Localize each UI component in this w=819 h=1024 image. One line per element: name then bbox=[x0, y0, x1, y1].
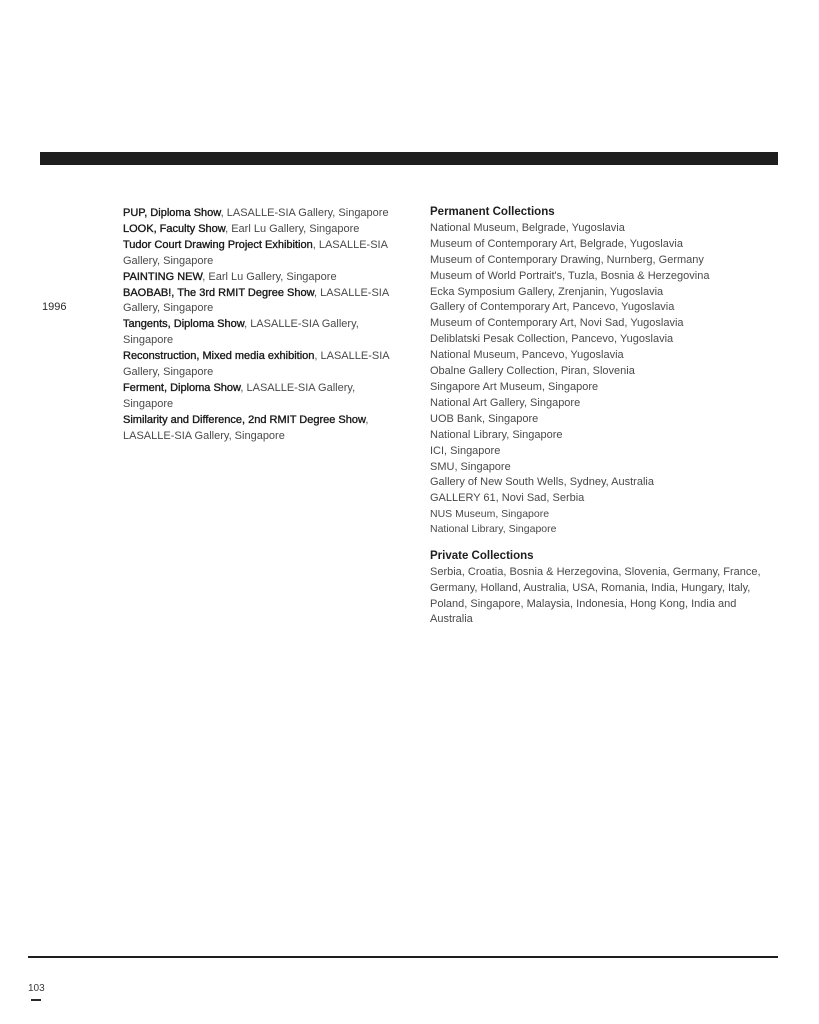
exhibition-title: LOOK, Faculty Show bbox=[123, 222, 226, 235]
exhibition-title: Tangents, Diploma Show bbox=[123, 318, 245, 331]
collection-item: National Library, Singapore bbox=[430, 428, 563, 441]
exhibition-title: Tudor Court Drawing Project Exhibition bbox=[123, 238, 313, 251]
exhibition-venue: , Earl Lu Gallery, Singapore bbox=[202, 270, 337, 283]
private-collections-heading: Private Collections bbox=[430, 549, 534, 562]
private-collections-text: Serbia, Croatia, Bosnia & Herzegovina, Slovenia, Germany, France, Germany, Holland, Australia, USA, Romania, India, Hungary, Italy, Poland, Singapore, Malaysia, Indonesia, Hong Kong, India and Australia bbox=[430, 565, 761, 626]
exhibition-title: Ferment, Diploma Show bbox=[123, 381, 241, 394]
private-collections-section bbox=[430, 549, 780, 629]
exhibition-entry bbox=[123, 206, 393, 222]
collection-item: Museum of World Portrait's, Tuzla, Bosnia & Herzegovina bbox=[430, 269, 710, 282]
exhibition-title: Similarity and Difference, 2nd RMIT Degree Show bbox=[123, 413, 366, 426]
permanent-collections-heading: Permanent Collections bbox=[430, 206, 555, 218]
permanent-collections-list bbox=[430, 221, 780, 537]
exhibition-entry bbox=[123, 222, 393, 238]
exhibition-venue: , LASALLE-SIA Gallery, Singapore bbox=[123, 318, 359, 347]
exhibition-title: Reconstruction, Mixed media exhibition bbox=[123, 350, 315, 363]
collection-item: National Museum, Pancevo, Yugoslavia bbox=[430, 349, 624, 362]
collection-item: Museum of Contemporary Drawing, Nurnberg, Germany bbox=[430, 253, 704, 266]
collection-item: UOB Bank, Singapore bbox=[430, 412, 539, 425]
exhibition-list bbox=[123, 206, 393, 445]
exhibition-entry bbox=[123, 317, 393, 349]
exhibition-entry bbox=[123, 413, 393, 445]
collection-item: Ecka Symposium Gallery, Zrenjanin, Yugoslavia bbox=[430, 285, 664, 298]
exhibition-entry bbox=[123, 381, 393, 413]
collection-item: Obalne Gallery Collection, Piran, Slovenia bbox=[430, 365, 635, 378]
collection-item: SMU, Singapore bbox=[430, 460, 511, 473]
exhibition-venue: , LASALLE-SIA Gallery, Singapore bbox=[123, 286, 389, 315]
exhibition-venue: , Earl Lu Gallery, Singapore bbox=[225, 222, 360, 235]
exhibition-entry bbox=[123, 238, 393, 270]
exhibition-title: PAINTING NEW bbox=[123, 270, 203, 283]
exhibition-title: PUP, Diploma Show bbox=[123, 207, 221, 219]
collection-item: National Art Gallery, Singapore bbox=[430, 396, 581, 409]
collections-column bbox=[430, 205, 780, 628]
collection-item: National Library, Singapore bbox=[430, 523, 557, 536]
collection-item: Museum of Contemporary Art, Belgrade, Yugoslavia bbox=[430, 237, 683, 250]
collection-item: Gallery of New South Wells, Sydney, Australia bbox=[430, 476, 654, 489]
exhibition-entry bbox=[123, 349, 393, 381]
collection-item: GALLERY 61, Novi Sad, Serbia bbox=[430, 492, 585, 505]
exhibition-venue: , LASALLE-SIA Gallery, Singapore bbox=[123, 350, 389, 379]
page-number: 103 bbox=[28, 983, 45, 994]
collection-item: National Museum, Belgrade, Yugoslavia bbox=[430, 221, 625, 234]
collection-item: Gallery of Contemporary Art, Pancevo, Yugoslavia bbox=[430, 301, 675, 314]
exhibition-entry bbox=[123, 286, 393, 318]
exhibition-venue: , LASALLE-SIA Gallery, Singapore bbox=[123, 381, 356, 410]
page-number-dash bbox=[31, 999, 41, 1001]
exhibition-entry bbox=[123, 270, 393, 286]
footer-rule bbox=[28, 956, 778, 958]
collection-item: Singapore Art Museum, Singapore bbox=[430, 380, 599, 393]
exhibition-title: BAOBAB!, The 3rd RMIT Degree Show bbox=[123, 286, 314, 299]
year-label: 1996 bbox=[42, 301, 67, 313]
collection-item: ICI, Singapore bbox=[430, 444, 501, 457]
exhibition-venue: , LASALLE-SIA Gallery, Singapore bbox=[123, 238, 388, 267]
collection-item: Deliblatski Pesak Collection, Pancevo, Yugoslavia bbox=[430, 333, 674, 346]
header-bar bbox=[40, 152, 778, 165]
collection-item: NUS Museum, Singapore bbox=[430, 508, 550, 521]
collection-item: Museum of Contemporary Art, Novi Sad, Yugoslavia bbox=[430, 317, 684, 330]
exhibition-venue: , LASALLE-SIA Gallery, Singapore bbox=[123, 413, 369, 442]
exhibition-venue: , LASALLE-SIA Gallery, Singapore bbox=[220, 207, 389, 219]
